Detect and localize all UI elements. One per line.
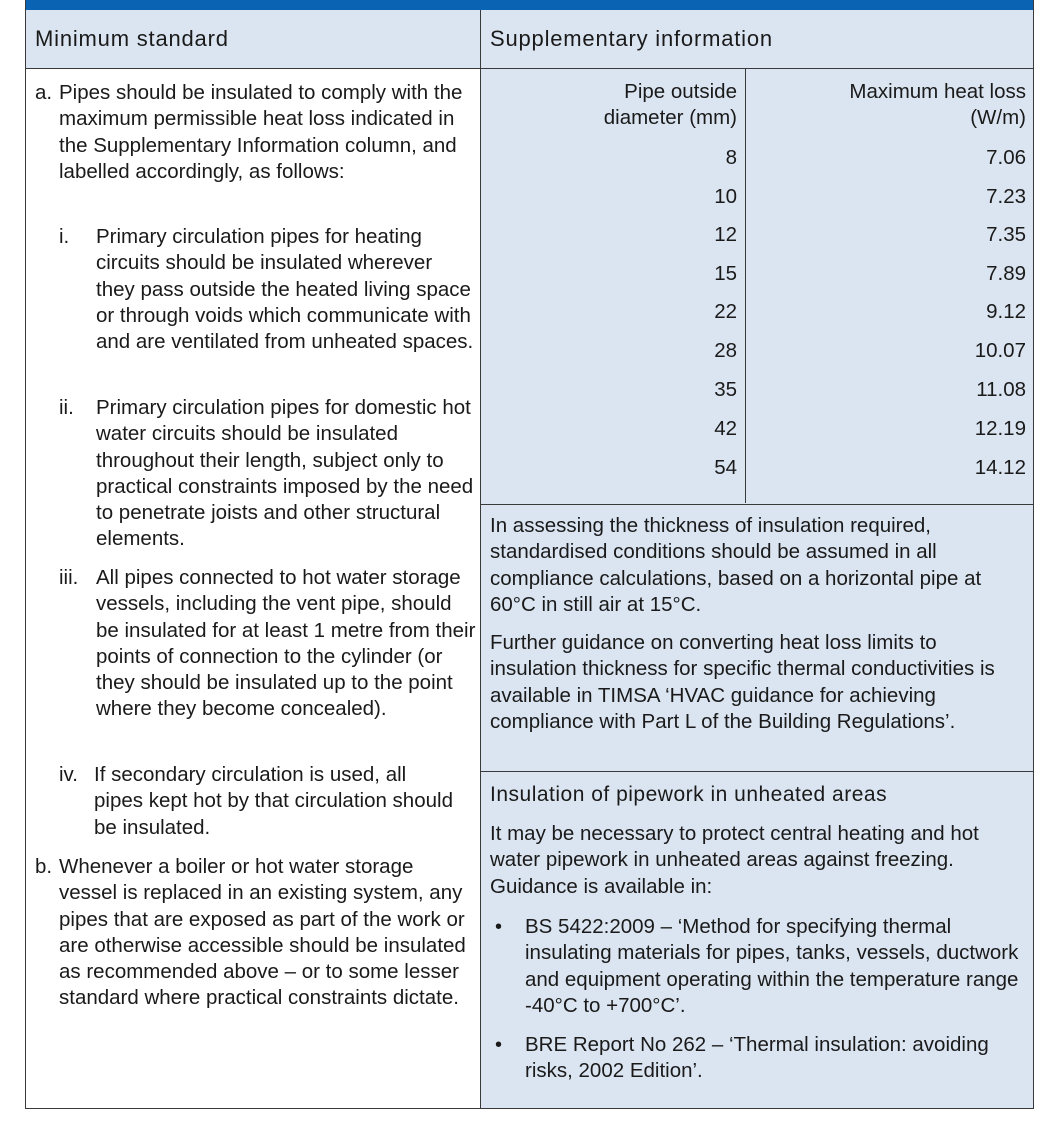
bullet-item: BS 5422:2009 – ‘Method for specifying thermal insulating materials for pipes, tanks, vessels, ductwork and equipment operating within the temperature range -40°C to +700°C’. — [525, 915, 1019, 1017]
table-cell-heat-loss: 14.12 — [974, 456, 1026, 479]
table-cell-diameter: 28 — [714, 339, 737, 362]
subitem-ii-label: ii. — [59, 396, 74, 419]
table-cell-heat-loss: 9.12 — [986, 300, 1026, 323]
guidance-paragraph: Further guidance on converting heat loss limits to insulation thickness for specific thermal conductivities is available in TIMSA ‘HVAC guidance for achieving compliance with Part L of the Building Regulations’. — [490, 631, 995, 733]
table-cell-heat-loss: 7.89 — [986, 262, 1026, 285]
item-b-label: b. — [35, 855, 53, 878]
col-header-max-heat-loss: Maximum heat loss (W/m) — [849, 80, 1026, 129]
col-header-pipe-diameter: Pipe outside diameter (mm) — [603, 80, 737, 129]
header-supplementary-information: Supplementary information — [481, 10, 1033, 69]
table-cell-heat-loss: 7.06 — [986, 146, 1026, 169]
table-cell-diameter: 35 — [714, 378, 737, 401]
table-cell-heat-loss: 12.19 — [974, 417, 1026, 440]
subitem-iv-text: If secondary circulation is used, all pipes kept hot by that circulation should be insulated. — [94, 763, 453, 839]
unheated-areas-subheading: Insulation of pipework in unheated areas — [490, 783, 888, 806]
supplementary-information-column — [481, 69, 1033, 1108]
table-cell-heat-loss: 7.23 — [986, 185, 1026, 208]
minimum-standard-column — [26, 69, 481, 1108]
table-cell-diameter: 42 — [714, 417, 737, 440]
subitem-ii-text: Primary circulation pipes for domestic hot water circuits should be insulated throughout their length, subject only to practical constraints imposed by the need to penetrate joists and other structural elements. — [96, 396, 474, 551]
table-cell-heat-loss: 11.08 — [976, 378, 1026, 401]
table-cell-heat-loss: 7.35 — [986, 223, 1026, 246]
table-cell-diameter: 12 — [714, 223, 737, 246]
item-b-text: Whenever a boiler or hot water storage vessel is replaced in an existing system, any pipes that are exposed as part of the work or are otherwise accessible should be insulated as recommended above – or to some lesser standard where practical constraints dictate. — [59, 855, 466, 1010]
header-minimum-standard: Minimum standard — [26, 10, 481, 69]
table-cell-heat-loss: 10.07 — [974, 339, 1026, 362]
table-cell-diameter: 10 — [714, 185, 737, 208]
table-column-divider — [745, 69, 746, 503]
subitem-i-text: Primary circulation pipes for heating circuits should be insulated wherever they pass outside the heated living space or through voids which communicate with and are ventilated from unheated spaces. — [96, 225, 474, 354]
assessment-paragraph: In assessing the thickness of insulation required, standardised conditions should be assumed in all compliance calculations, based on a horizontal pipe at 60°C in still air at 15°C. — [490, 514, 982, 616]
subitem-i-label: i. — [59, 225, 70, 248]
item-a-text: Pipes should be insulated to comply with the maximum permissible heat loss indicated in the Supplementary Information column, and labelled accordingly, as follows: — [59, 81, 463, 183]
item-a-label: a. — [35, 81, 53, 104]
subitem-iv-label: iv. — [59, 763, 78, 786]
table-cell-diameter: 22 — [714, 300, 737, 323]
bullet-item: BRE Report No 262 – ‘Thermal insulation: avoiding risks, 2002 Edition’. — [525, 1033, 989, 1083]
protection-paragraph: It may be necessary to protect central heating and hot water pipework in unheated areas against freezing. Guidance is available in: — [490, 822, 979, 898]
pipe-heat-loss-table — [481, 69, 1033, 505]
table-cell-diameter: 15 — [714, 262, 737, 285]
section-divider — [481, 771, 1033, 772]
subitem-iii-label: iii. — [59, 566, 79, 589]
bullet-icon: • — [495, 916, 503, 938]
bullet-icon: • — [495, 1034, 503, 1056]
table-cell-diameter: 54 — [714, 456, 737, 479]
subitem-iii-text: All pipes connected to hot water storage vessels, including the vent pipe, should be insulated for at least 1 metre from their points of connection to the cylinder (or they should be insulated up to the point where they become concealed). — [96, 566, 476, 721]
standards-table — [25, 0, 1034, 1109]
top-accent-bar — [26, 0, 1033, 10]
table-cell-diameter: 8 — [725, 146, 737, 169]
